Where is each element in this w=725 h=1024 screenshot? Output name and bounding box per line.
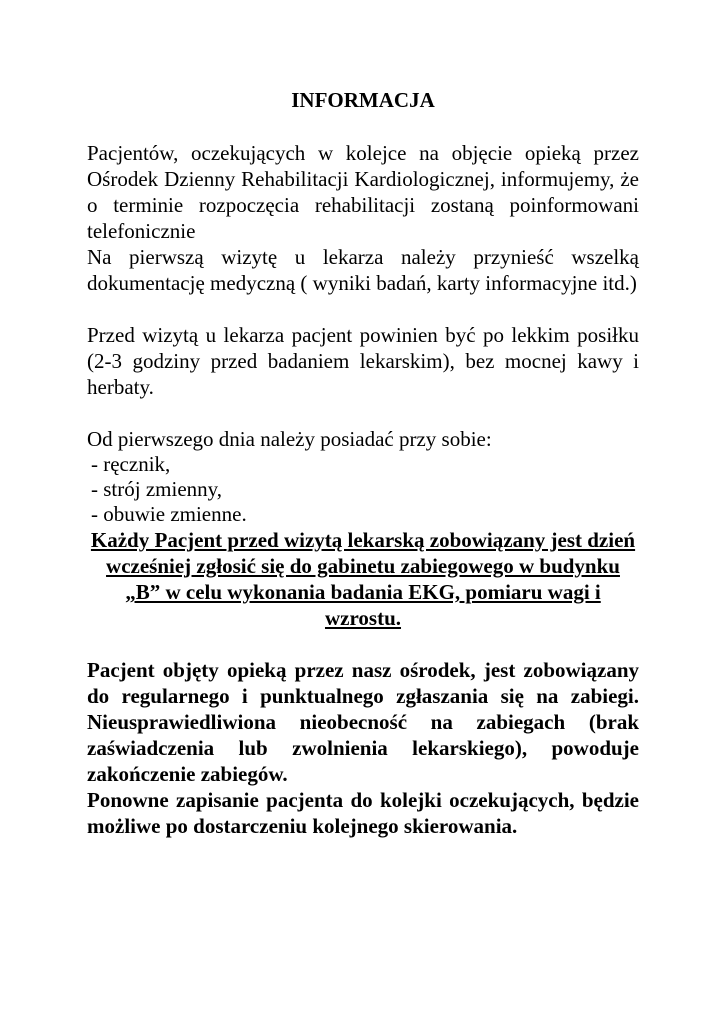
spacer [87, 400, 639, 426]
list-item: - ręcznik, [91, 452, 171, 476]
items-to-bring-list [87, 452, 639, 527]
paragraph-waiting-info: Pacjentów, oczekujących w kolejce na objęcie opieką przez Ośrodek Dzienny Rehabilitacji Kardiologicznej, informujemy, że o terminie rozpoczęcia rehabilitacji zostaną poinformowani telefonicznie [87, 141, 639, 243]
document-page [87, 86, 639, 839]
paragraph-before-visit: Przed wizytą u lekarza pacjent powinien być po lekkim posiłku (2-3 godziny przed badaniem lekarskim), bez mocnej kawy i herbaty. [87, 323, 639, 399]
ekg-notice: Każdy Pacjent przed wizytą lekarską zobowiązany jest dzień wcześniej zgłosić się do gabinetu zabiegowego w budynku „B” w celu wykonania badania EKG, pomiaru wagi i wzrostu. [90, 528, 636, 630]
paragraph-re-registration: Ponowne zapisanie pacjenta do kolejki oczekujących, będzie możliwe po dostarczeniu kolejnego skierowania. [87, 788, 639, 838]
paragraph-documentation: Na pierwszą wizytę u lekarza należy przynieść wszelką dokumentację medyczną ( wyniki badań, karty informacyjne itd.) [87, 245, 639, 295]
list-item: - obuwie zmienne. [91, 502, 247, 526]
list-item: - strój zmienny, [91, 477, 223, 501]
list-intro: Od pierwszego dnia należy posiadać przy sobie: [87, 427, 492, 451]
document-title: INFORMACJA [291, 88, 435, 112]
spacer [87, 296, 639, 322]
paragraph-attendance: Pacjent objęty opieką przez nasz ośrodek, jest zobowiązany do regularnego i punktualnego zgłaszania się na zabiegi. Nieusprawiedliwiona nieobecność na zabiegach (brak zaświadczenia lub zwolnienia lekarskiego), powoduje zakończenie zabiegów. [87, 658, 639, 786]
spacer [87, 631, 639, 657]
